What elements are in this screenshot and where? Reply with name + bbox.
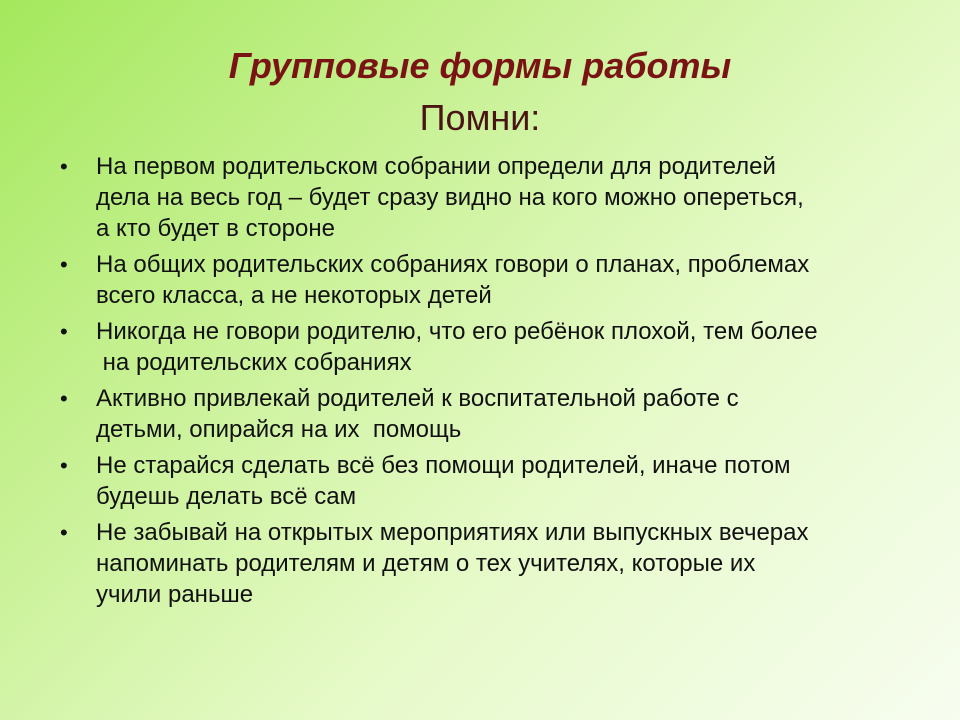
bullet-line: будешь делать всё сам — [96, 483, 357, 510]
bullet-line: учили раньше — [96, 581, 254, 608]
bullet-line: На общих родительских собраниях говори о планах, проблемах — [96, 251, 810, 278]
bullet-list — [58, 151, 908, 615]
bullet-item-4 — [58, 383, 908, 445]
bullet-dot-icon: • — [60, 154, 68, 179]
bullet-dot-icon: • — [60, 386, 68, 411]
bullet-line: напоминать родителям и детям о тех учителях, которые их — [96, 550, 756, 577]
bullet-item-1 — [58, 151, 908, 244]
bullet-line: На первом родительском собрании определи для родителей — [96, 153, 776, 180]
bullet-item-2 — [58, 249, 908, 311]
bullet-dot-icon: • — [60, 319, 68, 344]
bullet-dot-icon: • — [60, 453, 68, 478]
bullet-dot-icon: • — [60, 252, 68, 277]
slide-subtitle: Помни: — [419, 97, 541, 138]
bullet-line: Никогда не говори родителю, что его ребёнок плохой, тем более — [96, 318, 818, 345]
bullet-line: всего класса, а не некоторых детей — [96, 282, 492, 309]
bullet-item-6 — [58, 517, 908, 610]
bullet-line: дела на весь год – будет сразу видно на кого можно опереться, — [96, 184, 804, 211]
bullet-line: на родительских собраниях — [96, 349, 412, 376]
bullet-dot-icon: • — [60, 520, 68, 545]
bullet-item-3 — [58, 316, 908, 378]
bullet-line: Не старайся сделать всё без помощи родителей, иначе потом — [96, 452, 791, 479]
bullet-line: детьми, опирайся на их помощь — [96, 416, 462, 443]
bullet-item-5 — [58, 450, 908, 512]
bullet-line: Не забывай на открытых мероприятиях или выпускных вечерах — [96, 519, 809, 546]
bullet-line: Активно привлекай родителей к воспитательной работе с — [96, 385, 739, 412]
slide-title: Групповые формы работы — [228, 45, 732, 86]
bullet-line: а кто будет в стороне — [96, 215, 335, 242]
